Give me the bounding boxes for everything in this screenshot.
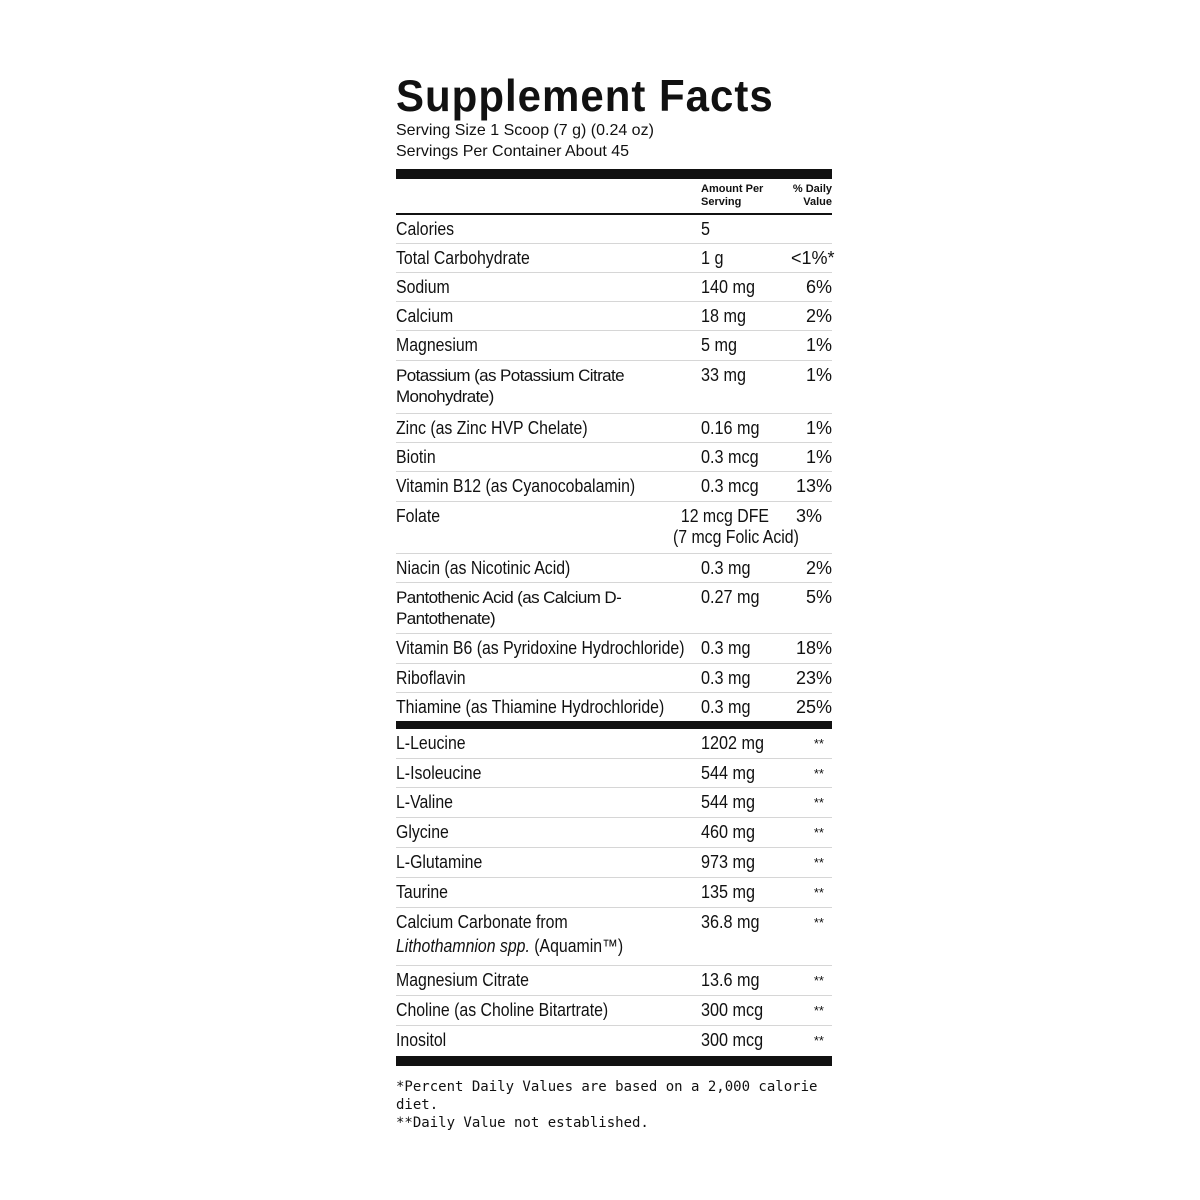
nutrient-name: Vitamin B6 (as Pyridoxine Hydrochloride) [396,638,685,658]
header-spacer [396,179,701,213]
supplement-facts-panel [396,70,835,1132]
table-row [396,693,832,721]
nutrient-amount: 140 mg [701,277,756,297]
ingredient-name: Inositol [396,1030,447,1050]
dv-header-line2: Value [803,196,832,208]
nutrient-name: Niacin (as Nicotinic Acid) [396,558,571,578]
table-row [396,215,832,244]
nutrient-amount: 5 [701,219,711,239]
ingredient-name: Choline (as Choline Bitartrate) [396,1000,609,1020]
table-row [396,729,832,759]
ingredient-name: L-Valine [396,792,453,812]
ingredient-name: L-Glutamine [396,852,483,872]
table-row [396,244,835,273]
ingredient-name-line2 [396,933,664,957]
nutrient-dv: 23% [795,668,832,688]
thick-divider [396,169,832,179]
nutrient-amount: 0.3 mcg [701,476,759,496]
nutrient-name: Calcium [396,306,454,326]
ingredient-brand: (Aquamin™) [529,936,624,956]
amount-header-line2: Serving [701,196,742,208]
table-row [396,848,832,878]
daily-value-header [786,179,832,213]
table-row [396,1026,832,1056]
footnote-not-established: **Daily Value not established. [396,1115,649,1131]
nutrient-dv: 5% [805,587,832,607]
nutrient-dv: 1% [805,418,832,438]
ingredient-dv: ** [813,795,824,810]
ingredient-amount: 36.8 mg [701,912,760,932]
nutrient-amount: 0.16 mg [701,418,760,438]
table-row [396,583,832,634]
nutrient-dv: 2% [805,306,832,326]
ingredient-dv: ** [813,915,824,930]
ingredient-dv: ** [813,855,824,870]
ingredient-name: Taurine [396,882,448,902]
nutrient-amount: 1 g [701,248,724,268]
nutrient-amount: 0.3 mg [701,558,751,578]
table-row [396,878,832,908]
nutrient-dv: 1% [805,365,832,385]
nutrient-dv: 1% [805,447,832,467]
ingredient-name [396,908,664,965]
ingredient-amount: 1202 mg [701,733,765,753]
ingredient-amount: 300 mcg [701,1030,764,1050]
ingredient-amount: 460 mg [701,822,756,842]
nutrient-dv: 1% [805,335,832,355]
ingredient-dv: ** [813,825,824,840]
nutrient-dv: 6% [805,277,832,297]
ingredient-dv: ** [813,1033,824,1048]
nutrient-amount: 0.27 mg [701,587,760,607]
ingredient-species: Lithothamnion spp. [396,936,530,956]
nutrient-name: Potassium (as Potassium Citrate Monohydrate) [396,366,624,406]
table-row [396,443,832,472]
table-row [396,818,832,848]
ingredient-name: L-Leucine [396,733,466,753]
ingredient-dv: ** [813,736,824,751]
ingredient-name: Glycine [396,822,449,842]
ingredient-dv: ** [813,973,824,988]
table-row [396,759,832,788]
nutrient-name: Calories [396,219,455,239]
panel-title: Supplement Facts [396,71,774,121]
table-row [396,472,832,502]
nutrient-name: Riboflavin [396,668,466,688]
other-ingredients-list [396,729,832,1056]
ingredient-amount: 544 mg [701,792,756,812]
table-row [396,788,832,818]
dv-header-line1: % Daily [792,183,832,195]
amount-header-line1: Amount Per [701,183,764,195]
nutrient-amount: 33 mg [701,365,747,385]
nutrient-amount [673,502,799,553]
ingredient-dv: ** [813,885,824,900]
nutrient-name: Biotin [396,447,436,467]
nutrient-name: Total Carbohydrate [396,248,530,268]
ingredient-amount: 300 mcg [701,1000,764,1020]
ingredient-dv: ** [813,1003,824,1018]
nutrient-amount: 18 mg [701,306,747,326]
ingredient-amount: 13.6 mg [701,970,760,990]
table-row [396,273,832,302]
table-row [396,331,832,361]
column-header [396,179,832,215]
folate-amount-folic-acid: (7 mcg Folic Acid) [673,527,799,547]
nutrient-dv: 2% [805,558,832,578]
footnote-daily-value: *Percent Daily Values are based on a 2,000 calorie diet. [396,1079,818,1113]
nutrient-amount: 0.3 mcg [701,447,759,467]
nutrient-list [396,215,835,721]
table-row [396,908,832,966]
nutrient-amount: 0.3 mg [701,638,751,658]
nutrient-dv: 3% [795,506,822,526]
ingredient-name: L-Isoleucine [396,763,482,783]
table-row [396,554,832,583]
folate-amount-dfe: 12 mcg DFE [680,506,769,526]
nutrient-name: Magnesium [396,335,478,355]
nutrient-dv [791,215,832,243]
nutrient-name: Pantothenic Acid (as Calcium D-Pantothenate) [396,588,622,628]
nutrient-dv: 18% [795,638,832,658]
table-row [396,302,832,331]
nutrient-dv: 13% [795,476,832,496]
nutrient-name: Folate [396,506,441,526]
amount-per-serving-header [701,179,786,213]
bottom-divider [396,1056,832,1066]
ingredient-amount: 544 mg [701,763,756,783]
table-row [396,361,832,414]
nutrient-name: Sodium [396,277,450,297]
ingredient-dv: ** [813,766,824,781]
table-row [396,414,832,443]
footnotes [396,1078,832,1132]
table-row [396,502,832,554]
nutrient-name: Vitamin B12 (as Cyanocobalamin) [396,476,636,496]
ingredient-name-line1: Calcium Carbonate from [396,912,568,932]
ingredient-amount: 973 mg [701,852,756,872]
nutrient-dv: <1%* [791,248,835,268]
section-divider [396,721,832,729]
nutrient-name: Zinc (as Zinc HVP Chelate) [396,418,588,438]
serving-size: Serving Size 1 Scoop (7 g) (0.24 oz) [396,122,654,139]
nutrient-dv: 25% [795,697,832,717]
table-row [396,634,832,664]
servings-per-container: Servings Per Container About 45 [396,143,630,160]
ingredient-name: Magnesium Citrate [396,970,529,990]
nutrient-amount: 0.3 mg [701,668,751,688]
nutrient-amount: 5 mg [701,335,738,355]
nutrient-name: Thiamine (as Thiamine Hydrochloride) [396,697,665,717]
table-row [396,966,832,996]
ingredient-amount: 135 mg [701,882,756,902]
table-row [396,996,832,1026]
table-row [396,664,832,693]
nutrient-amount: 0.3 mg [701,697,751,717]
